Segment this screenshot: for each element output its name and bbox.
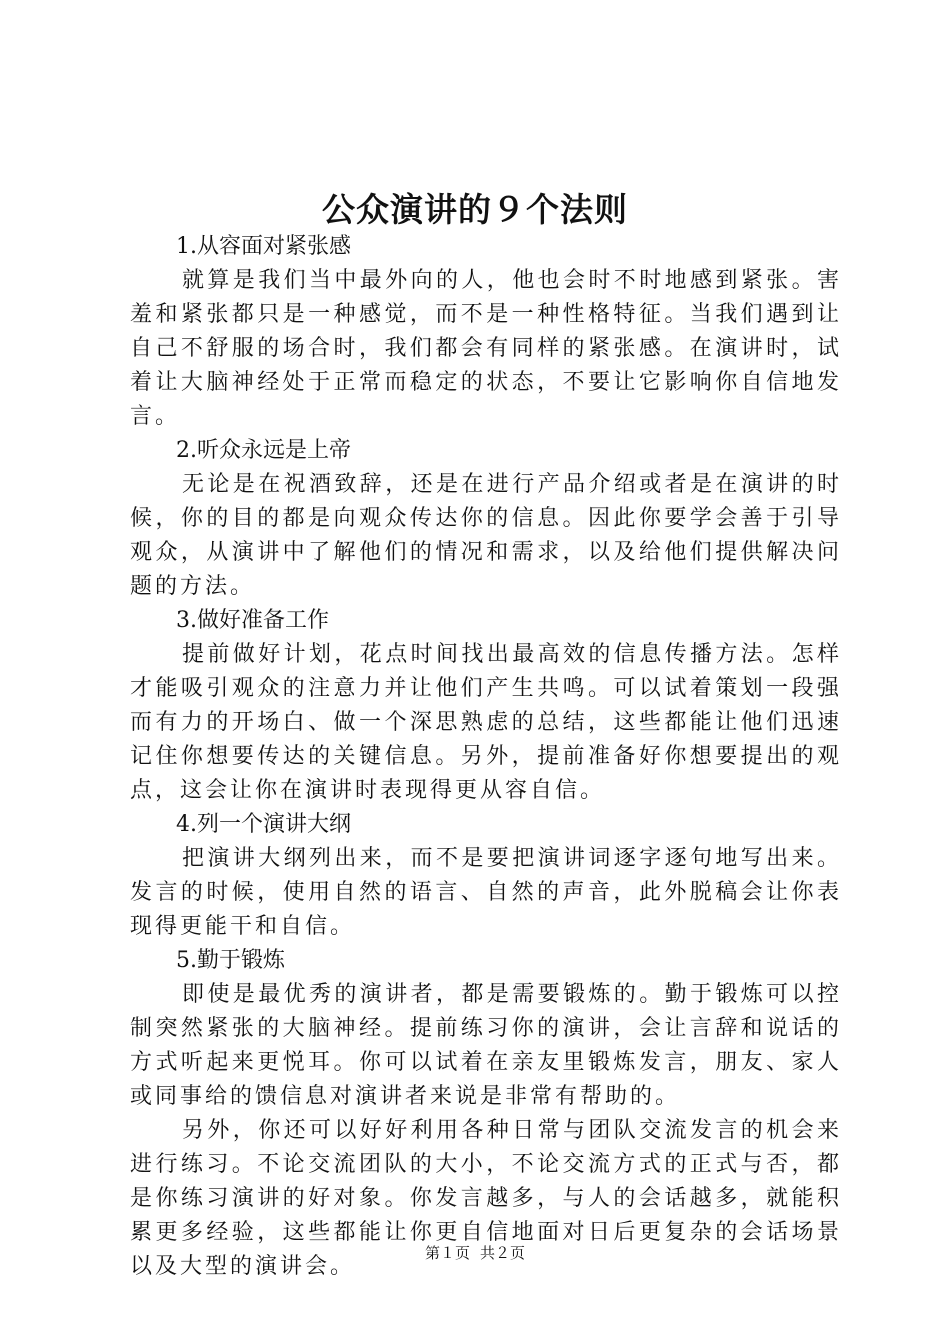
section-heading: 2.听众永远是上帝: [176, 438, 351, 463]
section-4: [130, 808, 842, 944]
section-5: [130, 944, 842, 1284]
section-paragraph: 就算是我们当中最外向的人，他也会时不时地感到紧张。害羞和紧张都只是一种感觉，而不是一种性格特征。当我们遇到让自己不舒服的场合时，我们都会有同样的紧张感。在演讲时，试着让大脑神经处于正常而稳定的状态，不要让它影响你自信地发言。: [130, 268, 842, 429]
section-paragraph: 把演讲大纲列出来，而不是要把演讲词逐字逐句地写出来。发言的时候，使用自然的语言、自然的声音，此外脱稿会让你表现得更能干和自信。: [130, 846, 842, 939]
page-total: 共２页: [480, 1244, 526, 1262]
section-heading: 1.从容面对紧张感: [176, 234, 351, 259]
document-body: [130, 230, 842, 1284]
section-paragraph: 另外，你还可以好好利用各种日常与团队交流发言的机会来进行练习。不论交流团队的大小，不论交流方式的正式与否，都是你练习演讲的好对象。你发言越多，与人的会话越多，就能积累更多经验，这些都能让你更自信地面对日后更复杂的会话场景以及大型的演讲会。: [130, 1118, 842, 1279]
section-paragraph: 提前做好计划，花点时间找出最高效的信息传播方法。怎样才能吸引观众的注意力并让他们产生共鸣。可以试着策划一段强而有力的开场白、做一个深思熟虑的总结，这些都能让他们迅速记住你想要传达的关键信息。另外，提前准备好你想要提出的观点，这会让你在演讲时表现得更从容自信。: [130, 642, 842, 803]
section-paragraph: 无论是在祝酒致辞，还是在进行产品介绍或者是在演讲的时候，你的目的都是向观众传达你的信息。因此你要学会善于引导观众，从演讲中了解他们的情况和需求，以及给他们提供解决问题的方法。: [130, 472, 842, 599]
page-footer: [0, 1243, 950, 1263]
section-heading: 5.勤于锻炼: [176, 948, 285, 973]
section-2: [130, 434, 842, 604]
section-1: [130, 230, 842, 434]
section-paragraph: 即使是最优秀的演讲者，都是需要锻炼的。勤于锻炼可以控制突然紧张的大脑神经。提前练习你的演讲，会让言辞和说话的方式听起来更悦耳。你可以试着在亲友里锻炼发言，朋友、家人或同事给的馈信息对演讲者来说是非常有帮助的。: [130, 982, 842, 1109]
section-heading: 3.做好准备工作: [176, 608, 329, 633]
page-number: 第１页: [424, 1244, 470, 1262]
page-title: 公众演讲的９个法则: [322, 190, 628, 229]
section-3: [130, 604, 842, 808]
section-heading: 4.列一个演讲大纲: [176, 812, 351, 837]
